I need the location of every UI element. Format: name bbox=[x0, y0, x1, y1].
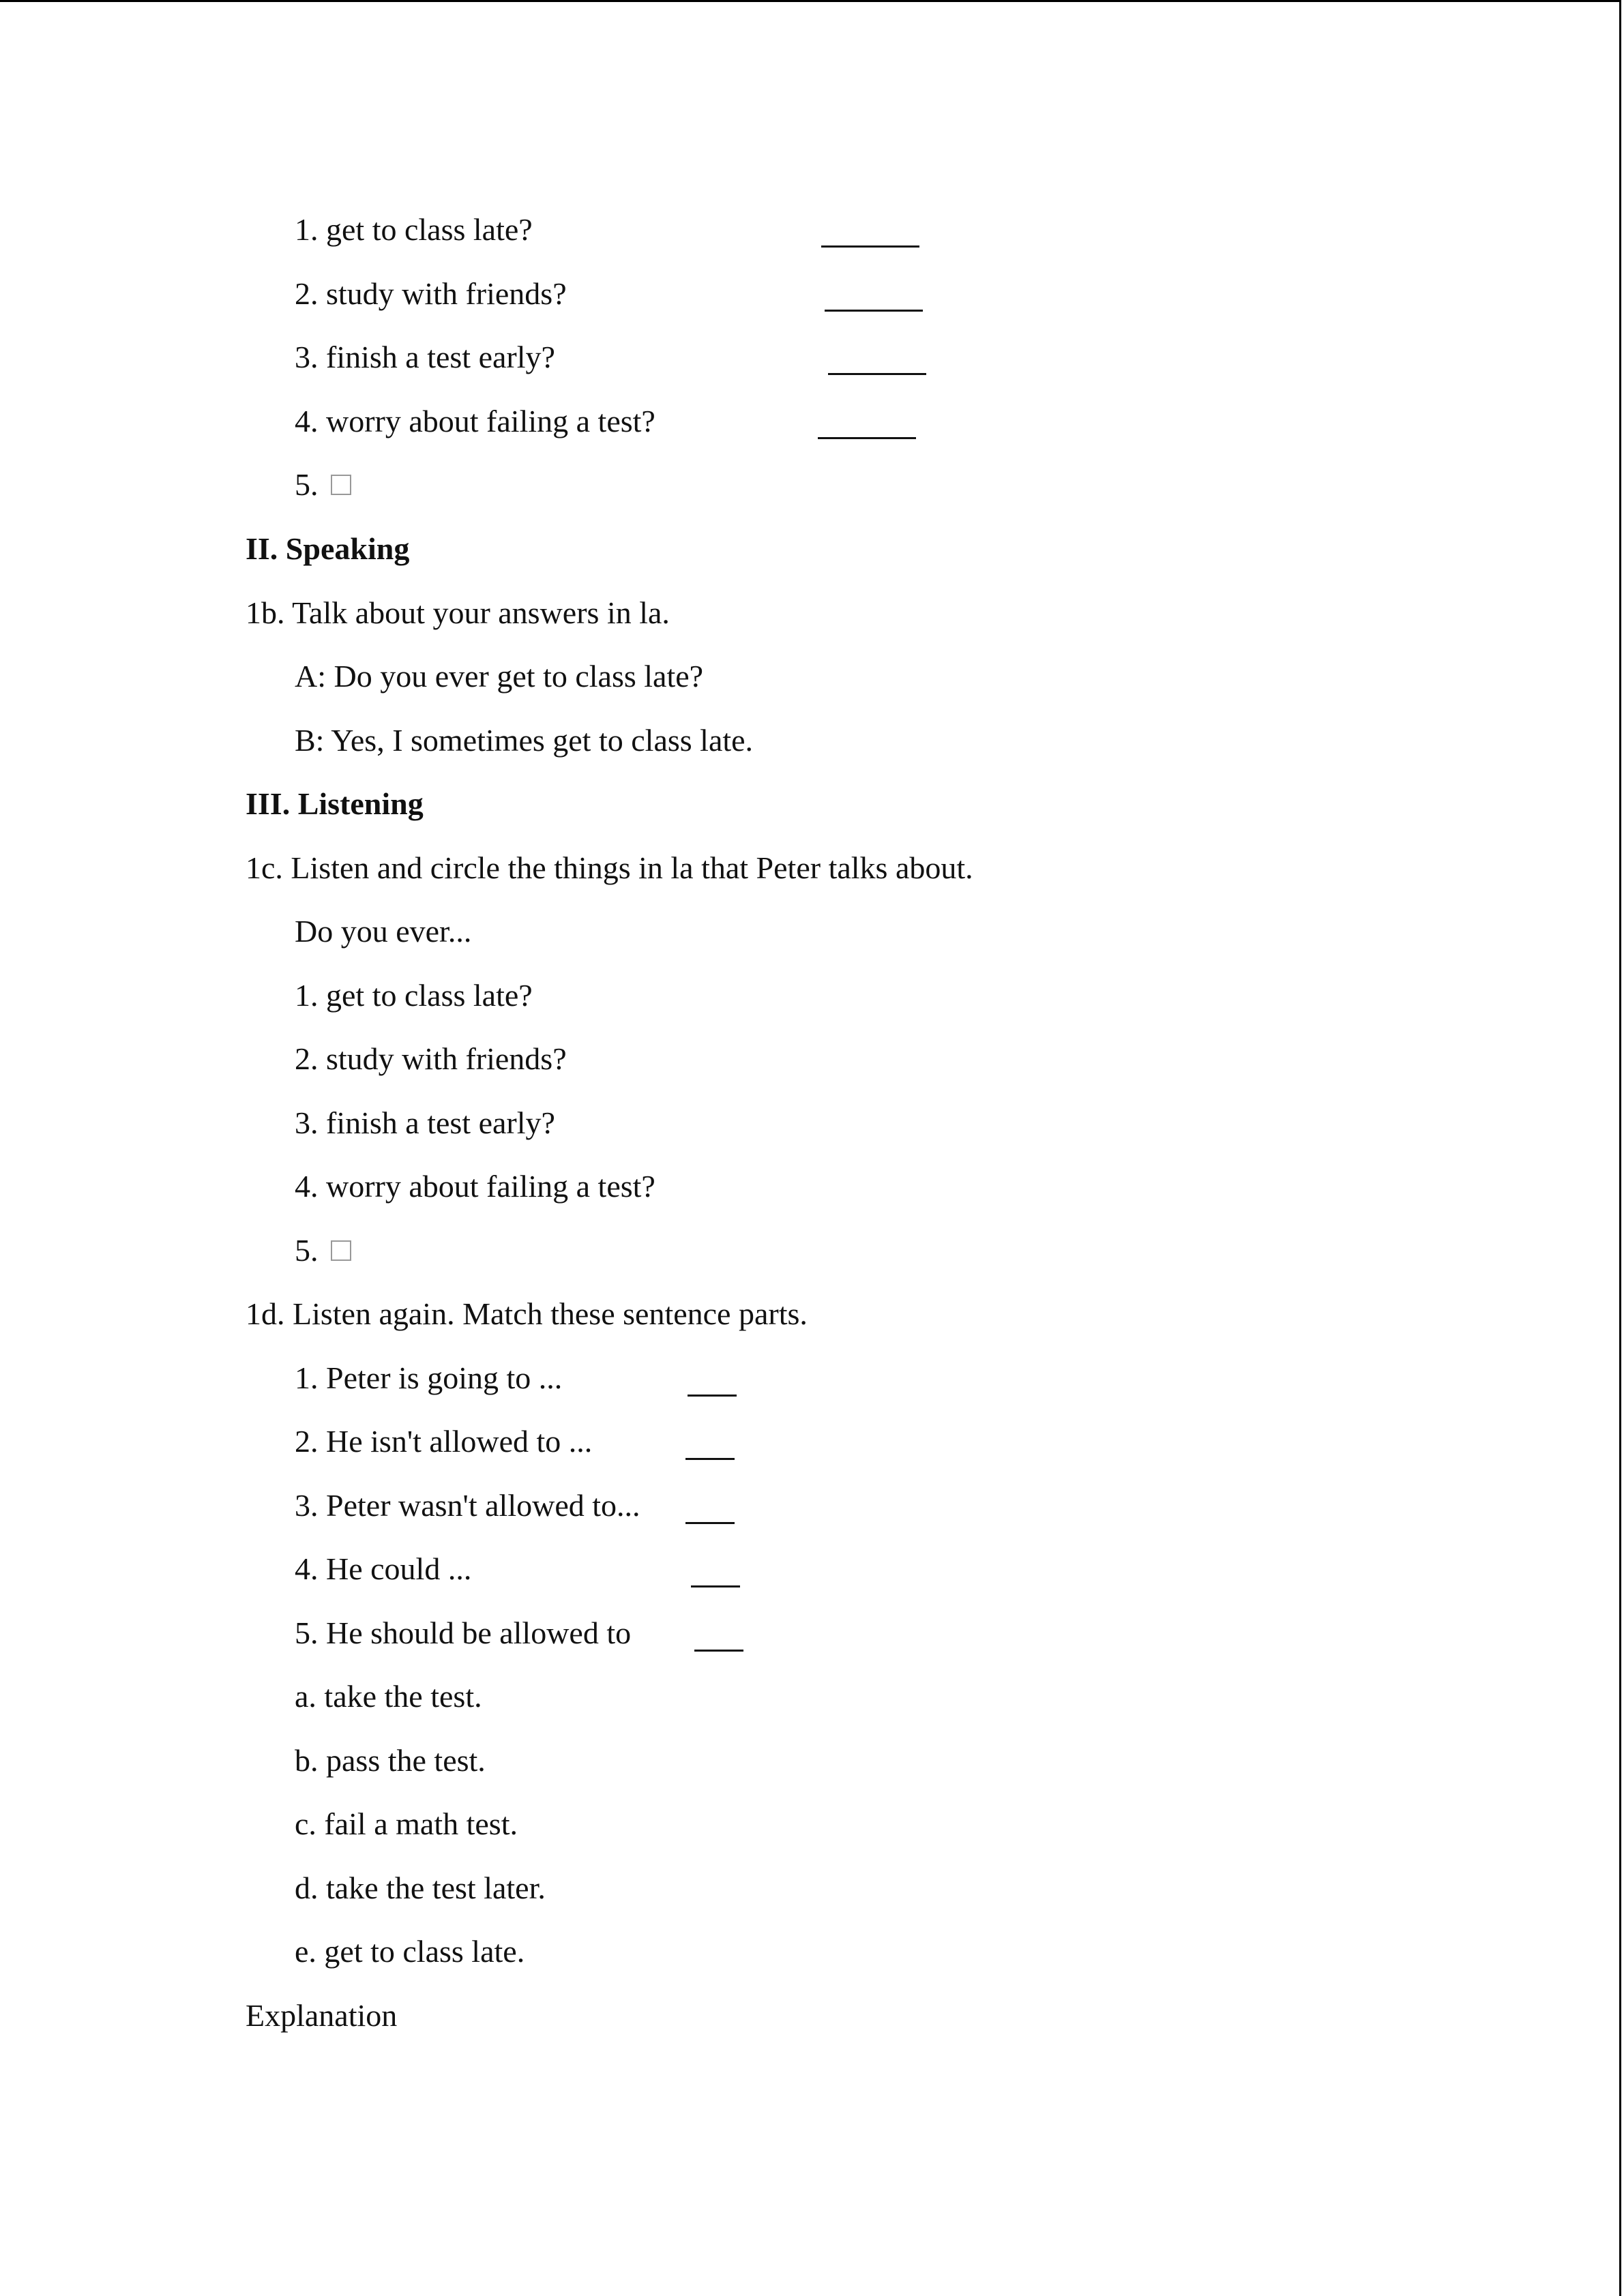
answer-blank-4[interactable] bbox=[818, 437, 916, 439]
checkbox-icon[interactable] bbox=[331, 1240, 351, 1261]
listening-heading: III. Listening bbox=[246, 786, 424, 821]
match-blank-5[interactable] bbox=[694, 1650, 743, 1652]
sentence-ending-b: b. pass the test. bbox=[295, 1743, 486, 1778]
sentence-start-3: 3. Peter wasn't allowed to... bbox=[295, 1488, 640, 1523]
listening-item-1: 1. get to class late? bbox=[295, 978, 533, 1013]
sentence-ending-a: a. take the test. bbox=[295, 1679, 482, 1714]
match-blank-3[interactable] bbox=[685, 1522, 735, 1524]
survey-item-2: 2. study with friends? bbox=[295, 276, 567, 311]
speaking-instruction: 1b. Talk about your answers in la. bbox=[246, 595, 670, 630]
match-blank-1[interactable] bbox=[688, 1395, 737, 1397]
speaking-heading: II. Speaking bbox=[246, 531, 410, 566]
listening-item-3: 3. finish a test early? bbox=[295, 1105, 555, 1140]
explanation-label: Explanation bbox=[246, 1998, 398, 2033]
listening-instruction-1d: 1d. Listen again. Match these sentence parts. bbox=[246, 1296, 808, 1331]
sentence-ending-e: e. get to class late. bbox=[295, 1934, 525, 1969]
sentence-start-4: 4. He could ... bbox=[295, 1551, 472, 1586]
sentence-ending-c: c. fail a math test. bbox=[295, 1806, 518, 1841]
match-blank-4[interactable] bbox=[691, 1585, 740, 1587]
survey-item-3: 3. finish a test early? bbox=[295, 340, 555, 374]
listening-instruction-1c: 1c. Listen and circle the things in la that Peter talks about. bbox=[246, 850, 973, 885]
dialogue-line-b: B: Yes, I sometimes get to class late. bbox=[295, 723, 754, 758]
listening-item-5-label: 5. bbox=[295, 1233, 319, 1268]
survey-item-5-label: 5. bbox=[295, 467, 319, 502]
listening-item-5 bbox=[295, 1219, 351, 1283]
sentence-start-1: 1. Peter is going to ... bbox=[295, 1360, 563, 1395]
sentence-start-2: 2. He isn't allowed to ... bbox=[295, 1424, 593, 1459]
answer-blank-1[interactable] bbox=[821, 245, 919, 248]
answer-blank-3[interactable] bbox=[828, 373, 926, 375]
checkbox-icon[interactable] bbox=[331, 475, 351, 495]
match-blank-2[interactable] bbox=[685, 1458, 735, 1460]
sentence-ending-d: d. take the test later. bbox=[295, 1870, 546, 1905]
survey-item-1: 1. get to class late? bbox=[295, 212, 533, 247]
sentence-start-5: 5. He should be allowed to bbox=[295, 1615, 632, 1650]
listening-item-2: 2. study with friends? bbox=[295, 1041, 567, 1076]
dialogue-line-a: A: Do you ever get to class late? bbox=[295, 659, 704, 694]
listening-prompt: Do you ever... bbox=[295, 914, 472, 949]
survey-item-4: 4. worry about failing a test? bbox=[295, 404, 655, 438]
answer-blank-2[interactable] bbox=[825, 310, 923, 312]
listening-item-4: 4. worry about failing a test? bbox=[295, 1169, 655, 1204]
survey-item-5 bbox=[295, 453, 351, 517]
